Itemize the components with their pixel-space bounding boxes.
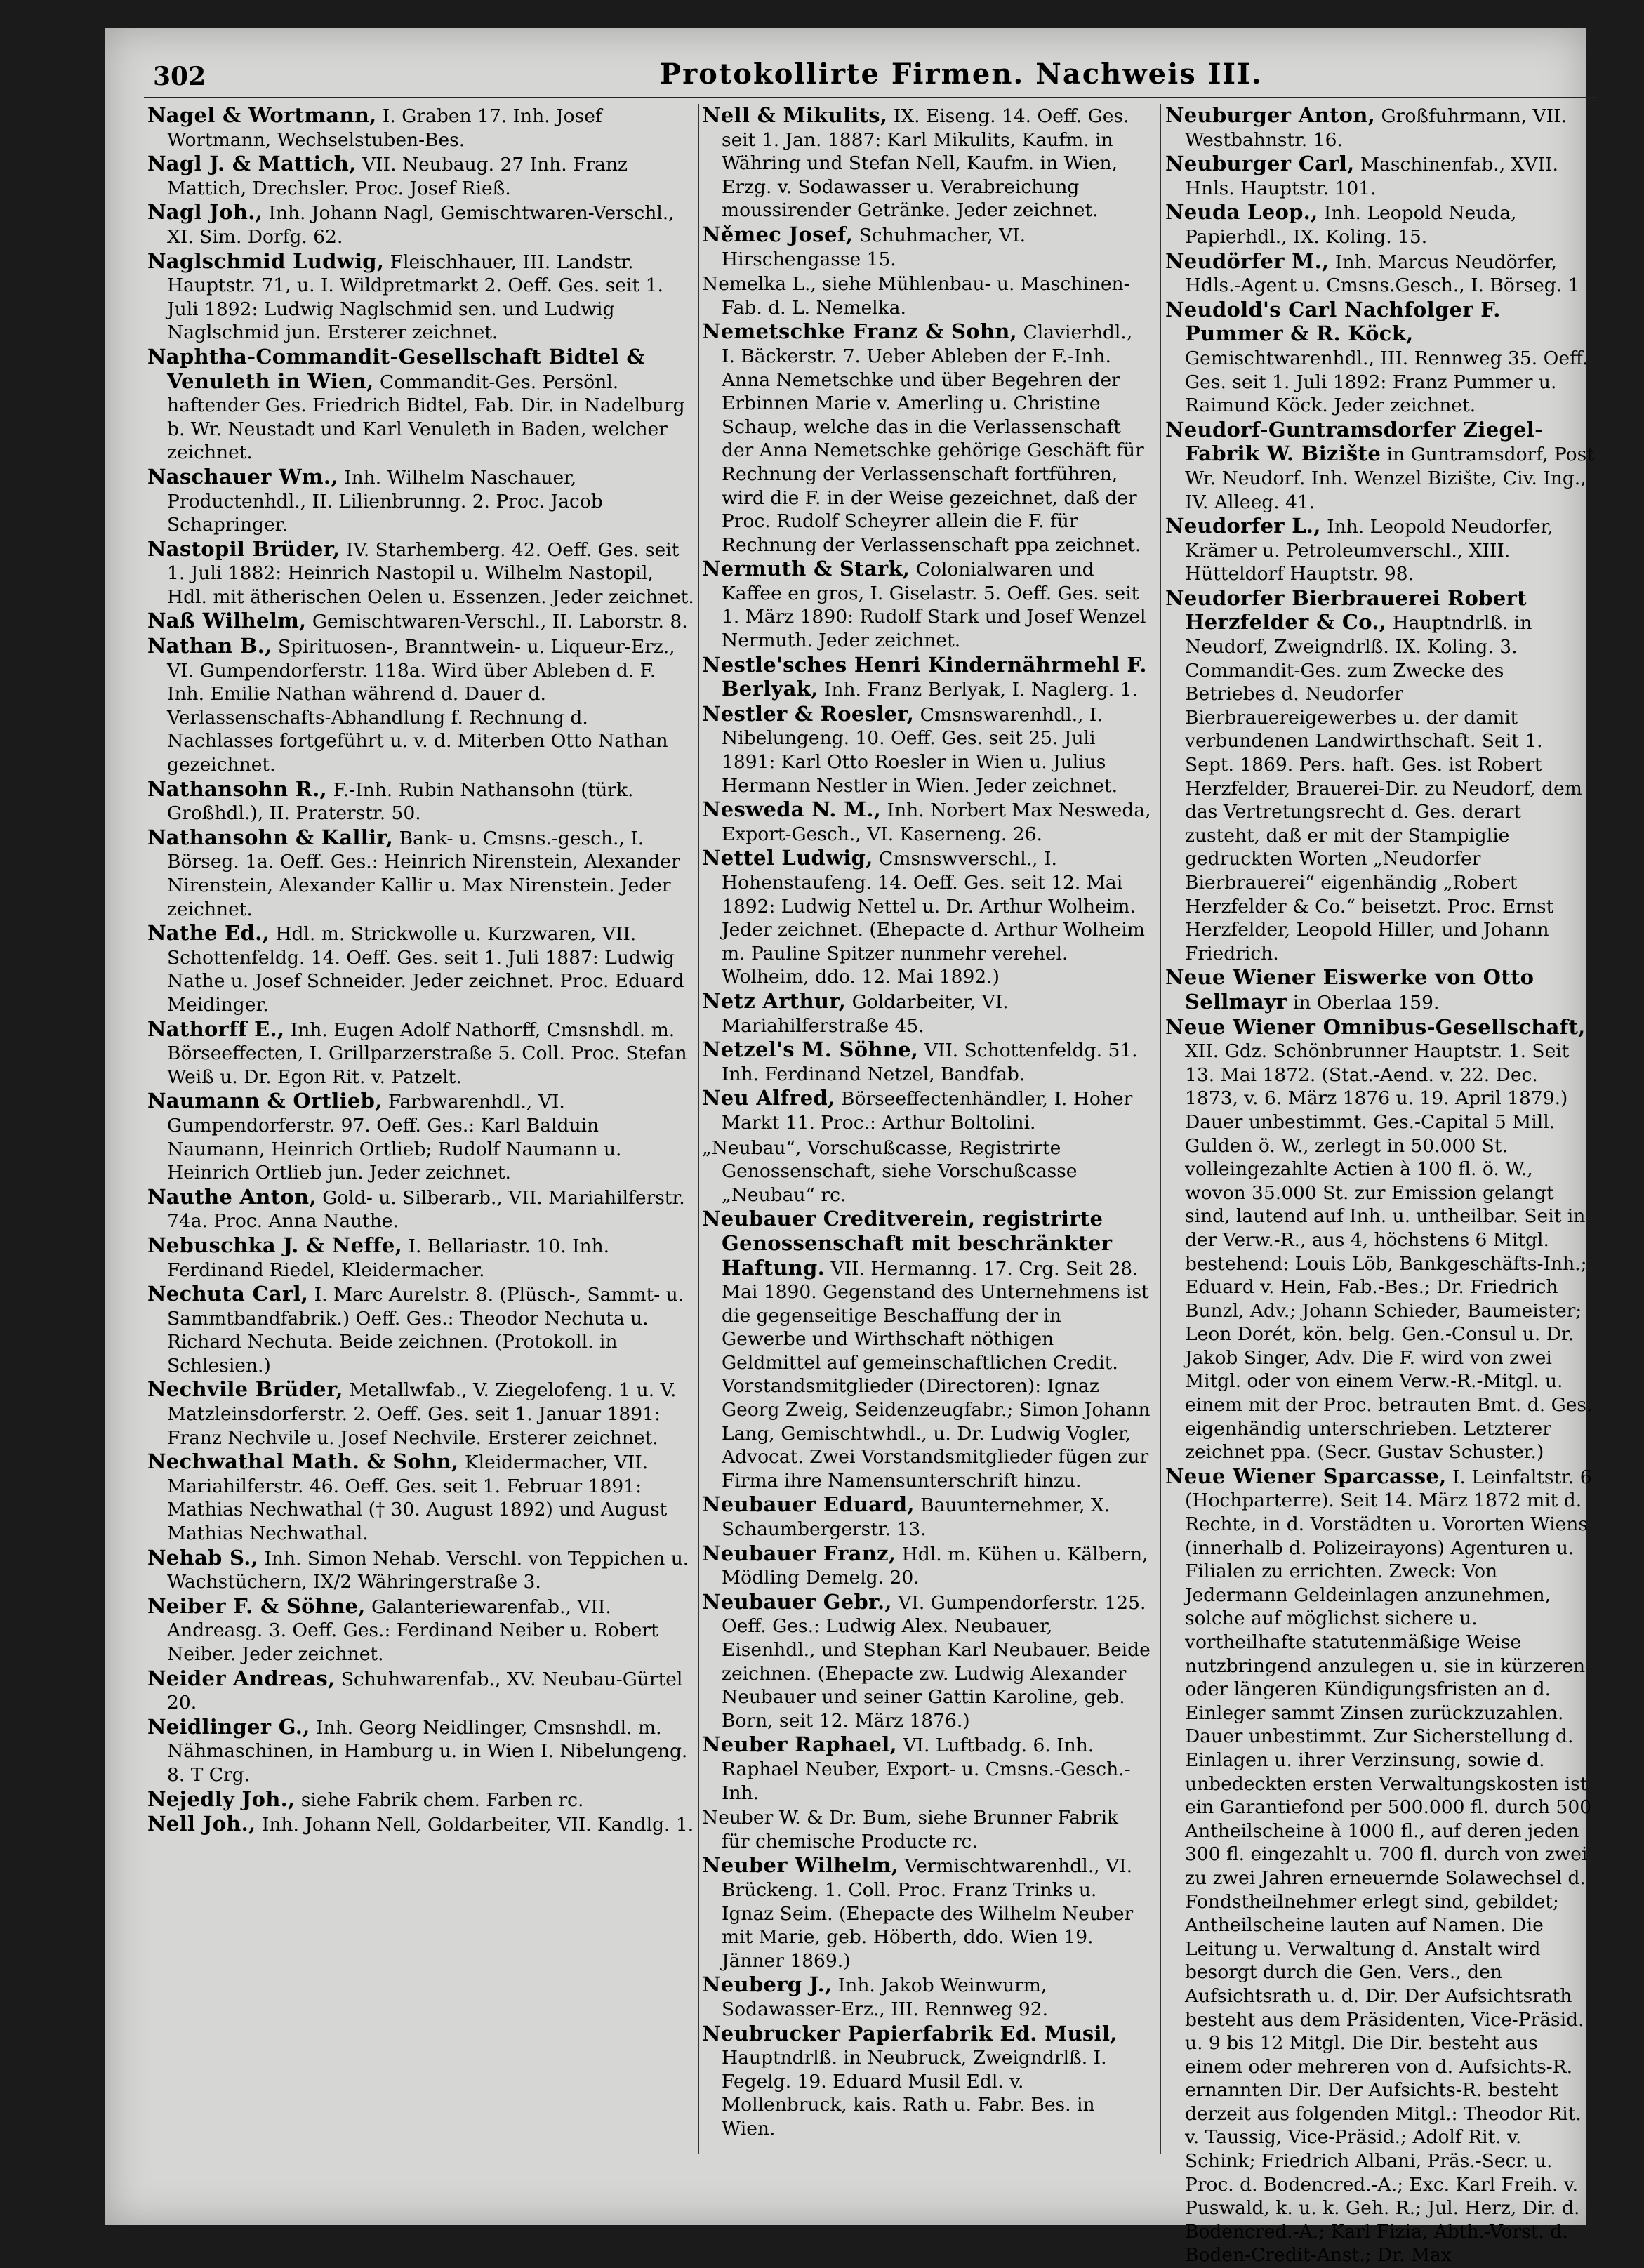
directory-entry <box>147 104 695 152</box>
firm-name: Nemetschke Franz & Sohn, <box>702 319 1018 344</box>
firm-name: Neudold's Carl Nachfolger F. Pummer & R. Köck, <box>1165 297 1501 346</box>
firm-name: Neu Alfred, <box>702 1086 835 1110</box>
firm-name: Nehab S., <box>147 1545 259 1570</box>
firm-name: Neuburger Carl, <box>1165 152 1355 176</box>
entry-text: Inh. Leopold Neudorfer, Krämer u. Petroleumverschl., XIII. Hütteldorf Hauptstr. 98. <box>1185 516 1553 585</box>
directory-entry <box>1165 152 1597 200</box>
firm-name: Nagl Joh., <box>147 200 263 225</box>
directory-entry <box>702 2022 1151 2141</box>
firm-name: Naß Wilhelm, <box>147 609 307 633</box>
entry-text: Maschinenfab., XVII. Hnls. Hauptstr. 101. <box>1185 154 1558 199</box>
directory-entry <box>147 826 695 921</box>
directory-entry <box>147 1546 695 1594</box>
directory-entry <box>702 272 1151 319</box>
firm-name: Neubauer Creditverein, registrirte Genossenschaft mit beschränkter Haftung. <box>702 1207 1113 1280</box>
directory-entry <box>702 703 1151 797</box>
firm-name: Neuber Wilhelm, <box>702 1853 899 1878</box>
directory-entry <box>147 1812 695 1837</box>
directory-entry <box>1165 1016 1597 1464</box>
entry-text: Schuhmacher, VI. Hirschengasse 15. <box>722 224 1026 270</box>
firm-name: Nettel Ludwig, <box>702 846 873 870</box>
entry-text: Inh. Jakob Weinwurm, Sodawasser-Erz., III. Rennweg 92. <box>722 1975 1049 2020</box>
firm-name: Nechwathal Math. & Sohn, <box>147 1450 459 1474</box>
firm-name: Naumann & Ortlieb, <box>147 1089 383 1113</box>
entry-text: Inh. Georg Neidlinger, Cmsnshdl. m. Nähmaschinen, in Hamburg u. in Wien I. Nibelungeng. 8. T Crg. <box>167 1716 688 1786</box>
entry-text: Inh. Marcus Neudörfer, Hdls.-Agent u. Cmsns.Gesch., I. Börseg. 1 <box>1185 251 1580 297</box>
directory-entry <box>702 847 1151 989</box>
directory-entry <box>702 1542 1151 1590</box>
entry-text: VI. Luftbadg. 6. Inh. Raphael Neuber, Export- u. Cmsns.-Gesch.-Inh. <box>722 1735 1131 1804</box>
directory-entry <box>147 1186 695 1233</box>
entry-text: Clavierhdl., I. Bäckerstr. 7. Ueber Ableben der F.-Inh. Anna Nemetschke und über Begehren der Erbinnen Marie v. Amerling u. Christine Schaup, welche das in die Verlassenschaft der Anna Nemetschke gehörige Geschäft für Rechnung der Verlassenschaft fortführen, wird die F. in der Weise gezeichnet, daß der Proc. Rudolf Scheyrer allein die F. für Rechnung der Verlassenschaft ppa zeichnet. <box>722 321 1144 556</box>
entry-text: Commandit-Ges. Persönl. haftender Ges. Friedrich Bidtel, Fab. Dir. in Nadelburg b. Wr. Neustadt und Karl Venuleth in Baden, welcher zeichnet. <box>167 371 685 464</box>
column-1 <box>147 104 695 1838</box>
firm-name: Nastopil Brüder, <box>147 536 340 561</box>
running-head: Protokollirte Firmen. Nachweis III. <box>660 58 1263 91</box>
entry-text: Nemelka L., siehe Mühlenbau- u. Maschinen-Fab. d. L. Nemelka. <box>702 273 1130 319</box>
directory-entry <box>1165 418 1597 514</box>
directory-entry <box>702 1038 1151 1086</box>
firm-name: Neue Wiener Eiswerke von Otto Sellmayr <box>1165 965 1534 1014</box>
firm-name: Neiber F. & Söhne, <box>147 1593 366 1618</box>
directory-entry <box>702 557 1151 652</box>
entry-text: in Guntramsdorf, Post Wr. Neudorf. Inh. Wenzel Bizište, Civ. Ing., IV. Alleeg. 41. <box>1185 444 1594 513</box>
entry-text: I. Marc Aurelstr. 8. (Plüsch-, Sammt- u. Sammtbandfabrik.) Oeff. Ges.: Theodor Nechuta u. Richard Nechuta. Beide zeichnen. (Protokoll. in Schlesien.) <box>167 1284 684 1377</box>
entry-text: Inh. Norbert Max Nesweda, Export-Gesch., VI. Kaserneng. 26. <box>722 800 1151 845</box>
directory-entry <box>702 1493 1151 1541</box>
entry-text: Galanteriewarenfab., VII. Andreasg. 3. Oeff. Ges.: Ferdinand Neiber u. Robert Neiber. Jeder zeichnet. <box>167 1596 658 1665</box>
entry-text: F.-Inh. Rubin Nathansohn (türk. Großhdl.), II. Praterstr. 50. <box>167 778 634 825</box>
firm-name: Neubauer Eduard, <box>702 1492 915 1517</box>
directory-entry <box>147 201 695 248</box>
firm-name: Nebuschka J. & Neffe, <box>147 1233 403 1257</box>
entry-text: „Neubau“, Vorschußcasse, Registrirte Genossenschaft, siehe Vorschußcasse „Neubau“ rc. <box>702 1136 1078 1206</box>
entry-text: Vermischtwarenhdl., VI. Brückeng. 1. Coll. Proc. Franz Trinks u. Ignaz Seim. (Ehepacte des Wilhelm Neuber mit Marie, geb. Höberth, ddo. Wien 19. Jänner 1869.) <box>722 1855 1134 1972</box>
directory-entry <box>147 152 695 200</box>
firm-name: Neuberg J., <box>702 1972 833 1997</box>
firm-name: Nermuth & Stark, <box>702 557 910 581</box>
firm-name: Neuda Leop., <box>1165 200 1318 225</box>
firm-name: Nagel & Wortmann, <box>147 103 377 127</box>
firm-name: Nell & Mikulits, <box>702 103 888 127</box>
firm-name: Nathorff E., <box>147 1016 285 1041</box>
firm-name: Neue Wiener Sparcasse, <box>1165 1464 1447 1488</box>
directory-entry <box>1165 250 1597 298</box>
directory-entry <box>702 1973 1151 2021</box>
firm-name: Neider Andreas, <box>147 1666 336 1690</box>
directory-entry <box>702 1854 1151 1972</box>
firm-name: Naschauer Wm., <box>147 464 338 489</box>
directory-entry <box>147 1450 695 1545</box>
firm-name: Nechuta Carl, <box>147 1282 309 1306</box>
entry-text: Cmsnswverschl., I. Hohenstaufeng. 14. Oeff. Ges. seit 12. Mai 1892: Ludwig Nettel u. Dr. Arthur Wolheim. Jeder zeichnet. (Ehepacte d. Arthur Wolheim m. Pauline Spitzer nunmehr verehel. Wolheim, ddo. 12. Mai 1892.) <box>722 848 1145 988</box>
entry-text: Fleischhauer, III. Landstr. Hauptstr. 71, u. I. Wildpretmarkt 2. Oeff. Ges. seit 1. Juli 1892: Ludwig Naglschmid sen. und Ludwig Naglschmid jun. Ersterer zeichnet. <box>167 251 663 344</box>
directory-entry <box>702 654 1151 702</box>
directory-entry <box>147 1234 695 1282</box>
directory-entry <box>702 1805 1151 1853</box>
directory-entry <box>1165 298 1597 418</box>
entry-text: VII. Schottenfeldg. 51. Inh. Ferdinand Netzel, Bandfab. <box>722 1040 1138 1085</box>
entry-text: Inh. Wilhelm Naschauer, Productenhdl., II. Lilienbrunng. 2. Proc. Jacob Schapringer. <box>167 466 603 536</box>
directory-entry <box>702 990 1151 1037</box>
directory-entry <box>702 1207 1151 1492</box>
directory-entry <box>702 1087 1151 1134</box>
entry-text: I. Bellariastr. 10. Inh. Ferdinand Riedel, Kleidermacher. <box>167 1235 610 1281</box>
entry-text: in Oberlaa 159. <box>1287 991 1440 1014</box>
entry-text: Inh. Leopold Neuda, Papierhdl., IX. Koling. 15. <box>1185 202 1517 248</box>
entry-text: Goldarbeiter, VI. Mariahilferstraße 45. <box>722 990 1009 1037</box>
entry-text: Gemischtwaren-Verschl., II. Laborstr. 8. <box>306 611 688 633</box>
directory-entry <box>147 635 695 777</box>
entry-text: Schuhwarenfab., XV. Neubau-Gürtel 20. <box>167 1668 683 1714</box>
directory-entry <box>147 538 695 609</box>
directory-entry <box>147 1667 695 1715</box>
entry-text: siehe Fabrik chem. Farben rc. <box>295 1789 584 1811</box>
directory-entry <box>702 1733 1151 1805</box>
entry-text: VII. Hermanng. 17. Crg. Seit 28. Mai 1890. Gegenstand des Unternehmens ist die gegenseitige Beschaffung der in Gewerbe und Wirthschaft nöthigen Geldmittel auf gemeinschaftlichen Credit. Vorstandsmitglieder (Directoren): Ignaz Georg Zweig, Seidenzeugfabr.; Simon Johann Lang, Gemischtwhdl., u. Dr. Ludwig Vogler, Advocat. Zwei Vorstandsmitglieder fügen zur Firma ihre Namensunterschrift hinzu. <box>722 1257 1151 1492</box>
entry-text: Spirituosen-, Branntwein- u. Liqueur-Erz., VI. Gumpendorferstr. 118a. Wird über Ableben d. F. Inh. Emilie Nathan während d. Dauer d. Verlassenschafts-Abhandlung f. Rechnung d. Nachlasses fortgeführt u. v. d. Miterben Otto Nathan gezeichnet. <box>167 636 675 776</box>
page-number: 302 <box>153 62 206 91</box>
firm-name: Němec Josef, <box>702 222 854 246</box>
firm-name: Neue Wiener Omnibus-Gesellschaft, <box>1165 1014 1586 1039</box>
firm-name: Neubrucker Papierfabrik Ed. Musil, <box>702 2021 1118 2045</box>
firm-name: Neudorfer Bierbrauerei Robert Herzfelder & Co., <box>1165 585 1527 635</box>
entry-text: Inh. Johann Nell, Goldarbeiter, VII. Kandlg. 1. <box>256 1814 694 1836</box>
directory-entry <box>147 778 695 825</box>
header-rule <box>144 97 1597 98</box>
firm-name: Neubauer Franz, <box>702 1541 896 1565</box>
directory-entry <box>147 1378 695 1450</box>
column-rule <box>1160 104 1161 2154</box>
entry-text: Großfuhrmann, VII. Westbahnstr. 16. <box>1185 105 1567 151</box>
firm-name: Nathansohn R., <box>147 776 328 801</box>
directory-entry <box>702 1136 1151 1207</box>
directory-entry <box>702 798 1151 846</box>
column-3 <box>1165 104 1597 2268</box>
firm-name: Nagl J. & Mattich, <box>147 152 357 176</box>
entry-text: Hauptndrlß. in Neudorf, Zweigndrlß. IX. Koling. 3. Commandit-Ges. zum Zwecke des Betriebes d. Neudorfer Bierbrauereigewerbes u. der damit verbundenen Landwirthschaft. Seit 1. Sept. 1869. Pers. haft. Ges. ist Robert Herzfelder, Brauerei-Dir. zu Neudorf, dem das Vertretungsrecht d. Ges. derart zusteht, daß er mit der Stampiglie gedruckten Worten „Neudorfer Bierbrauerei“ eigenhändig „Robert Herzfelder & Co.“ beisetzt. Proc. Ernst Herzfelder, Leopold Hiller, und Johann Friedrich. <box>1185 612 1582 964</box>
firm-name: Naglschmid Ludwig, <box>147 248 385 273</box>
entry-text: Hdl. m. Kühen u. Kälbern, Mödling Demelg. 20. <box>722 1543 1148 1589</box>
entry-text: Gemischtwarenhdl., III. Rennweg 35. Oeff. Ges. seit 1. Juli 1892: Franz Pummer u. Raimund Köck. Jeder zeichnet. <box>1185 347 1589 417</box>
firm-name: Nathan B., <box>147 634 272 658</box>
firm-name: Neubauer Gebr., <box>702 1589 892 1614</box>
directory-entry <box>1165 587 1597 966</box>
firm-name: Nauthe Anton, <box>147 1184 317 1209</box>
directory-entry <box>702 223 1151 271</box>
directory-entry <box>702 320 1151 557</box>
entry-text: I. Leinfaltstr. 6 (Hochparterre). Seit 14. März 1872 mit d. Rechte, in d. Vorstädten u. Vororten Wiens (innerhalb d. Polizeirayons) Agenturen u. Filialen zu errichten. Zweck: Von Jedermann Geldeinlagen anzunehmen, solche auf möglichst sichere u. vortheilhafte statutenmäßige Weise nutzbringend anzulegen u. sie in kürzeren oder längeren Kündigungsfristen an d. Einleger sammt Zinsen zurückzuzahlen. Dauer unbestimmt. Zur Sicherstellung d. Einlagen u. ihrer Verzinsung, sowie d. unbedeckten ersten Verwaltungskosten ist ein Garantiefond per 500.000 fl. durch 500 Antheilscheine à 1000 fl., auf deren jeden 300 fl. eingezahlt u. 700 fl. durch von zwei zu zwei Jahren erneuernde Solawechsel d. Fondstheilnehmer erlegt sind, gebildet; Antheilscheine lauten auf Namen. Die Leitung u. Verwaltung d. Anstalt wird besorgt durch die Gen. Vers., den Aufsichtsrath u. d. Dir. Der Aufsichtsrath besteht aus dem Präsidenten, Vice-Präsid. u. 9 bis 12 Mitgl. Die Dir. besteht aus einem oder mehreren von d. Aufsichts-R. ernannten Dir. Der Aufsichts-R. besteht derzeit aus folgenden Mitgl.: Theodor Rit. v. Taussig, Vice-Präsid.; Adolf Rit. v. Schink; Friedrich Albani, Präs.-Secr. u. Proc. d. Bodencred.-A.; Exc. Karl Freih. v. Puswald, k. u. k. Geh. R.; Jul. Herz, Dir. d. Bodencred.-A.; Karl Fizia, Abth.-Vorst. d. Boden-Credit-Anst.; Dr. Max <box>1185 1466 1592 2267</box>
firm-name: Nell Joh., <box>147 1812 256 1836</box>
directory-entry <box>1165 104 1597 152</box>
firm-name: Neidlinger G., <box>147 1714 310 1739</box>
firm-name: Nejedly Joh., <box>147 1786 296 1811</box>
column-2 <box>702 104 1151 2141</box>
entry-text: VI. Gumpendorferstr. 125. Oeff. Ges.: Ludwig Alex. Neubauer, Eisenhdl., und Stephan Karl Neubauer. Beide zeichnen. (Ehepacte zw. Ludwig Alexander Neubauer und seiner Gattin Karoline, geb. Born, seit 12. März 1876.) <box>722 1591 1151 1732</box>
directory-entry <box>147 250 695 345</box>
entry-text: Inh. Franz Berlyak, I. Naglerg. 1. <box>818 679 1138 701</box>
entry-text: Gold- u. Silberarb., VII. Mariahilferstr. 74a. Proc. Anna Nauthe. <box>167 1186 685 1233</box>
directory-entry <box>147 1282 695 1377</box>
firm-name: Nathansohn & Kallir, <box>147 825 394 849</box>
firm-name: Nestle'sches Henri Kindernährmehl F. Berlyak, <box>702 652 1147 701</box>
entry-text: Inh. Johann Nagl, Gemischtwaren-Verschl., XI. Sim. Dorfg. 62. <box>167 202 675 248</box>
directory-entry <box>147 1018 695 1089</box>
entry-text: Bank- u. Cmsns.-gesch., I. Börseg. 1a. Oeff. Ges.: Heinrich Nirenstein, Alexander Nirenstein, Alexander Kallir u. Max Nirenstein. Jeder zeichnet. <box>167 827 680 920</box>
firm-name: Neudorf-Guntramsdorfer Ziegel-Fabrik W. Bizište <box>1165 417 1544 466</box>
firm-name: Netzel's M. Söhne, <box>702 1037 919 1062</box>
firm-name: Neudörfer M., <box>1165 248 1330 273</box>
firm-name: Nechvile Brüder, <box>147 1377 343 1402</box>
directory-entry <box>702 1591 1151 1733</box>
entry-text: Farbwarenhdl., VI. Gumpendorferstr. 97. Oeff. Ges.: Karl Balduin Naumann, Heinrich Ortlieb; Rudolf Naumann u. Heinrich Ortlieb jun. Jeder zeichnet. <box>167 1091 622 1184</box>
entry-text: Neuber W. & Dr. Bum, siehe Brunner Fabrik für chemische Producte rc. <box>702 1807 1119 1852</box>
entry-text: Börseeffectenhändler, I. Hoher Markt 11. Proc.: Arthur Boltolini. <box>722 1088 1133 1134</box>
firm-name: Nestler & Roesler, <box>702 701 915 726</box>
entry-text: Kleidermacher, VII. Mariahilferstr. 46. Oeff. Ges. seit 1. Februar 1891: Mathias Nechwathal († 30. August 1892) und August Mathias Nechwathal. <box>167 1452 668 1545</box>
firm-name: Neudorfer L., <box>1165 514 1321 538</box>
entry-text: I. Graben 17. Inh. Josef Wortmann, Wechselstuben-Bes. <box>167 105 602 151</box>
firm-name: Netz Arthur, <box>702 988 847 1013</box>
entry-text: Colonialwaren und Kaffee en gros, I. Giselastr. 5. Oeff. Ges. seit 1. März 1890: Rudolf Stark und Josef Wenzel Nermuth. Jeder zeichnet. <box>722 559 1146 652</box>
firm-name: Naphtha-Commandit-Gesellschaft Bidtel & Venuleth in Wien, <box>147 344 645 393</box>
firm-name: Nesweda N. M., <box>702 797 882 822</box>
directory-entry <box>147 1595 695 1666</box>
directory-entry <box>1165 1465 1597 2267</box>
directory-entry <box>147 1788 695 1812</box>
directory-entry <box>1165 966 1597 1014</box>
firm-name: Neuburger Anton, <box>1165 103 1376 127</box>
entry-text: Hdl. m. Strickwolle u. Kurzwaren, VII. Schottenfeldg. 14. Oeff. Ges. seit 1. Juli 1887: Ludwig Nathe u. Josef Schneider. Jeder zeichnet. Proc. Eduard Meidinger. <box>167 923 684 1016</box>
directory-entry <box>1165 515 1597 586</box>
firm-name: Neuber Raphael, <box>702 1732 897 1757</box>
directory-entry <box>147 1089 695 1184</box>
entry-text: IV. Starhemberg. 42. Oeff. Ges. seit 1. Juli 1882: Heinrich Nastopil u. Wilhelm Nastopil, Hdl. mit ätherischen Oelen u. Essenzen. Jeder zeichnet. <box>167 538 694 608</box>
entry-text: Metallwfab., V. Ziegelofeng. 1 u. V. Matzleinsdorferstr. 2. Oeff. Ges. seit 1. Januar 1891: Franz Nechvile u. Josef Nechvile. Ersterer zeichnet. <box>167 1379 677 1449</box>
directory-entry <box>147 465 695 537</box>
column-rule <box>698 104 699 2154</box>
entry-text: Bauunternehmer, X. Schaumbergerstr. 13. <box>722 1494 1111 1541</box>
directory-entry <box>147 609 695 634</box>
entry-text: Inh. Eugen Adolf Nathorff, Cmsnshdl. m. Börseeffecten, I. Grillparzerstraße 5. Coll. Proc. Stefan Weiß u. Dr. Egon Rit. v. Patzelt. <box>167 1019 687 1088</box>
directory-entry <box>147 922 695 1016</box>
firm-name: Nathe Ed., <box>147 921 270 946</box>
directory-entry <box>1165 201 1597 248</box>
entry-text: Hauptndrlß. in Neubruck, Zweigndrlß. I. Fegelg. 19. Eduard Musil Edl. v. Mollenbruck, kais. Rath u. Fabr. Bes. in Wien. <box>722 2047 1107 2140</box>
entry-text: Cmsnswarenhdl., I. Nibelungeng. 10. Oeff. Ges. seit 25. Juli 1891: Karl Otto Roesler in Wien u. Julius Hermann Nestler in Wien. Jeder zeichnet. <box>722 703 1118 797</box>
entry-text: VII. Neubaug. 27 Inh. Franz Mattich, Drechsler. Proc. Josef Rieß. <box>167 154 628 199</box>
directory-entry <box>147 345 695 465</box>
entry-text: Inh. Simon Nehab. Verschl. von Teppichen u. Wachstüchern, IX/2 Währingerstraße 3. <box>167 1547 689 1593</box>
directory-entry <box>702 104 1151 223</box>
entry-text: IX. Eiseng. 14. Oeff. Ges. seit 1. Jan. 1887: Karl Mikulits, Kaufm. in Währing und Stefan Nell, Kaufm. in Wien, Erzg. v. Sodawasser u. Verabreichung moussirender Getränke. Jeder zeichnet. <box>722 105 1129 222</box>
directory-entry <box>147 1716 695 1787</box>
entry-text: XII. Gdz. Schönbrunner Hauptstr. 1. Seit 13. Mai 1872. (Stat.-Aend. v. 22. Dec. 1873, v. 6. März 1876 u. 19. April 1879.) Dauer unbestimmt. Ges.-Capital 5 Mill. Gulden ö. W., zerlegt in 50.000 St. volleingezahlte Actien à 100 fl. ö. W., wovon 35.000 St. zur Emission gelangt sind, lautend auf Inh. u. untheilbar. Seit in der Verw.-R., aus 4, höchstens 6 Mitgl. bestehend: Louis Löb, Bankgeschäfts-Inh.; Eduard v. Hein, Fab.-Bes.; Dr. Friedrich Bunzl, Adv.; Johann Schieder, Baumeister; Leon Dorét, kön. belg. Gen.-Consul u. Dr. Jakob Singer, Adv. Die F. wird von zwei Mitgl. oder von einem Verw.-R.-Mitgl. u. einem mit der Proc. betrauten Bmt. d. Ges. eigenhändig unterschrieben. Letzterer zeichnet ppa. (Secr. Gustav Schuster.) <box>1185 1040 1593 1464</box>
